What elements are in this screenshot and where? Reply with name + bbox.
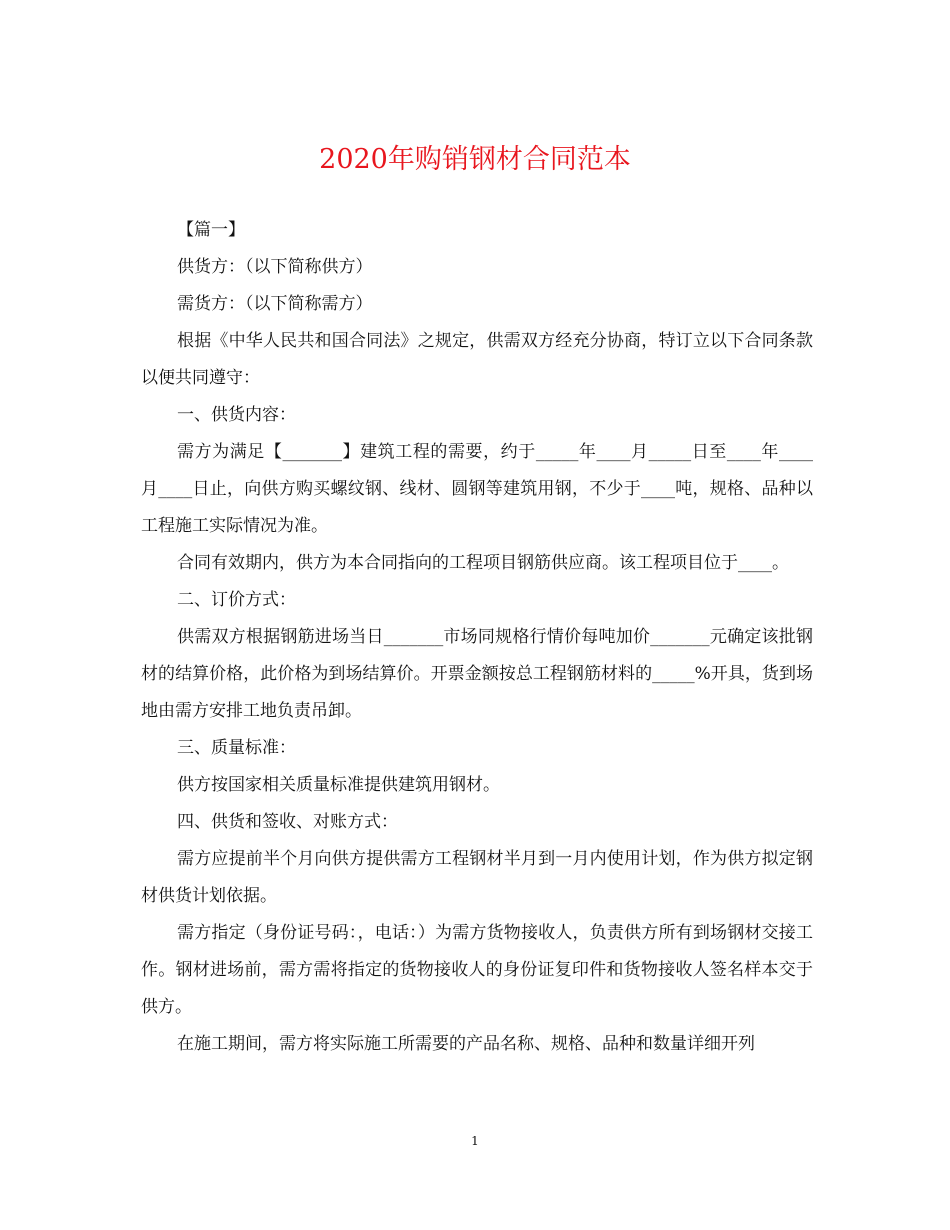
quality-paragraph: 供方按国家相关质量标准提供建筑用钢材。 (177, 775, 500, 795)
clause-heading-pricing: 二、订价方式： (177, 590, 296, 610)
page-number: 1 (471, 1134, 479, 1148)
clause-heading-supply-content: 一、供货内容： (177, 405, 296, 425)
preamble-paragraph: 根据《中华人民共和国合同法》之规定，供需双方经充分协商，特订立以下合同条款以便共同遵守： (141, 331, 813, 388)
section-heading-part-one: 【篇一】 (177, 220, 245, 240)
document-title: 2020年购销钢材合同范本 (319, 144, 631, 175)
construction-period-paragraph: 在施工期间，需方将实际施工所需要的产品名称、规格、品种和数量详细开列 (177, 1034, 755, 1054)
supplier-line: 供货方：（以下简称供方） (177, 257, 373, 277)
supply-content-paragraph: 需方为满足【_______】建筑工程的需要，约于_____年____月_____日至____年____月____日止，向供方购买螺纹钢、线材、圆钢等建筑用钢，不少于____吨，规格、品种以工程施工实际情况为准。 (141, 442, 813, 536)
buyer-line: 需货方：（以下简称需方） (177, 294, 373, 314)
validity-paragraph: 合同有效期内，供方为本合同指向的工程项目钢筋供应商。该工程项目位于____。 (177, 553, 789, 573)
pricing-paragraph: 供需双方根据钢筋进场当日_______市场同规格行情价每吨加价_______元确定该批钢材的结算价格，此价格为到场结算价。开票金额按总工程钢筋材料的_____%开具，货到场地由需方安排工地负责吊卸。 (141, 627, 813, 721)
document-body (141, 212, 813, 1063)
delivery-plan-paragraph: 需方应提前半个月向供方提供需方工程钢材半月到一月内使用计划，作为供方拟定钢材供货计划依据。 (141, 849, 813, 906)
receiver-paragraph: 需方指定（身份证号码：，电话：）为需方货物接收人，负责供方所有到场钢材交接工作。钢材进场前，需方需将指定的货物接收人的身份证复印件和货物接收人签名样本交于供方。 (141, 923, 813, 1017)
clause-heading-delivery: 四、供货和签收、对账方式： (177, 812, 398, 832)
clause-heading-quality: 三、质量标准： (177, 738, 296, 758)
